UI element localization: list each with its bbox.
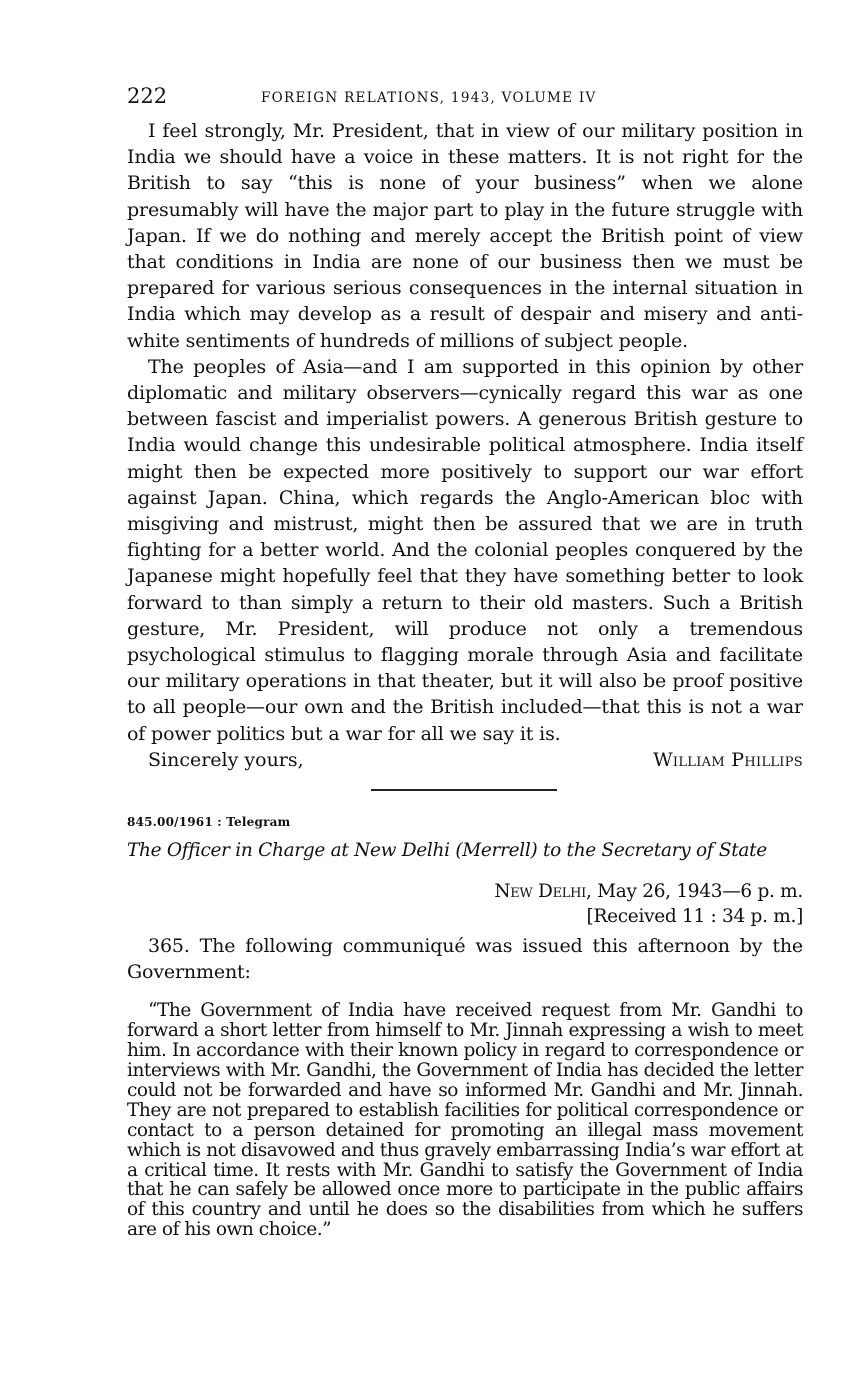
letter-paragraph-1: I feel strongly, Mr. President, that in view of our military position in India we should have a voice in these matters. It is not right for the British to say “this is none of your business” when we alone presumably will have the major part to play in the future struggle with Japan. If we do nothing and merely accept the British point of view that conditions in India are none of our business then we must be prepared for various serious consequences in the internal situation in India which may develop as a result of despair and misery and anti-white sentiments of hundreds of millions of subject people. [127,120,803,352]
dateline-date: May 26, 1943—6 p. m. [591,880,803,902]
closing-salutation: Sincerely yours, [148,748,304,771]
document-heading: The Officer in Charge at New Delhi (Merrell) to the Secretary of State [127,839,767,861]
dateline-place: New Delhi, [494,880,592,902]
received-note: [Received 11 : 34 p. m.] [586,905,803,927]
file-reference: 845.00/1961 : Telegram [127,814,291,829]
communique-quote: “The Government of India have received request from Mr. Gandhi to forward a short letter from himself to Mr. Jinnah expressing a wish to meet him. In accordance with their known policy in regard to correspondence or interviews with Mr. Gandhi, the Government of India has decided the letter could not be forwarded and have so informed Mr. Gandhi and Mr. Jinnah. They are not prepared to establish facilities for political correspondence or contact to a person detained for promoting an illegal mass movement which is not disavowed and thus gravely embarrassing India’s war effort at a critical time. It rests with Mr. Gandhi to satisfy the Government of India that he can safely be allowed once more to participate in the public affairs of this country and until he does so the disabilities from which he suffers are of his own choice.” [127,1000,803,1241]
dateline [127,879,803,904]
letter-paragraph-2: The peoples of Asia—and I am supported in this opinion by other diplomatic and military observers—cynically regard this war as one between fascist and imperialist powers. A generous British gesture to India would change this undesirable political atmosphere. India itself might then be expected more positively to support our war effort against Japan. China, which regards the Anglo-American bloc with misgiving and mistrust, might then be assured that we are in truth fighting for a better world. And the colonial peoples conquered by the Japanese might hopefully feel that they have something better to look forward to than simply a return to their old masters. Such a British gesture, Mr. President, will produce not only a tremendous psychological stimulus to flagging morale through Asia and facilitate our military operations in that theater, but it will also be proof positive to all people—our own and the British included—that this is not a war of power politics but a war for all we say it is. [127,355,803,745]
letter-closing [127,747,803,775]
telegram-intro: 365. The following communiqué was issued this afternoon by the Government: [127,934,803,984]
running-head [127,84,803,118]
signature: William Phillips [653,748,803,771]
running-head-title: FOREIGN RELATIONS, 1943, VOLUME IV [261,90,597,106]
document-page [127,84,803,1240]
page-number: 222 [127,84,168,108]
section-divider [371,789,557,791]
